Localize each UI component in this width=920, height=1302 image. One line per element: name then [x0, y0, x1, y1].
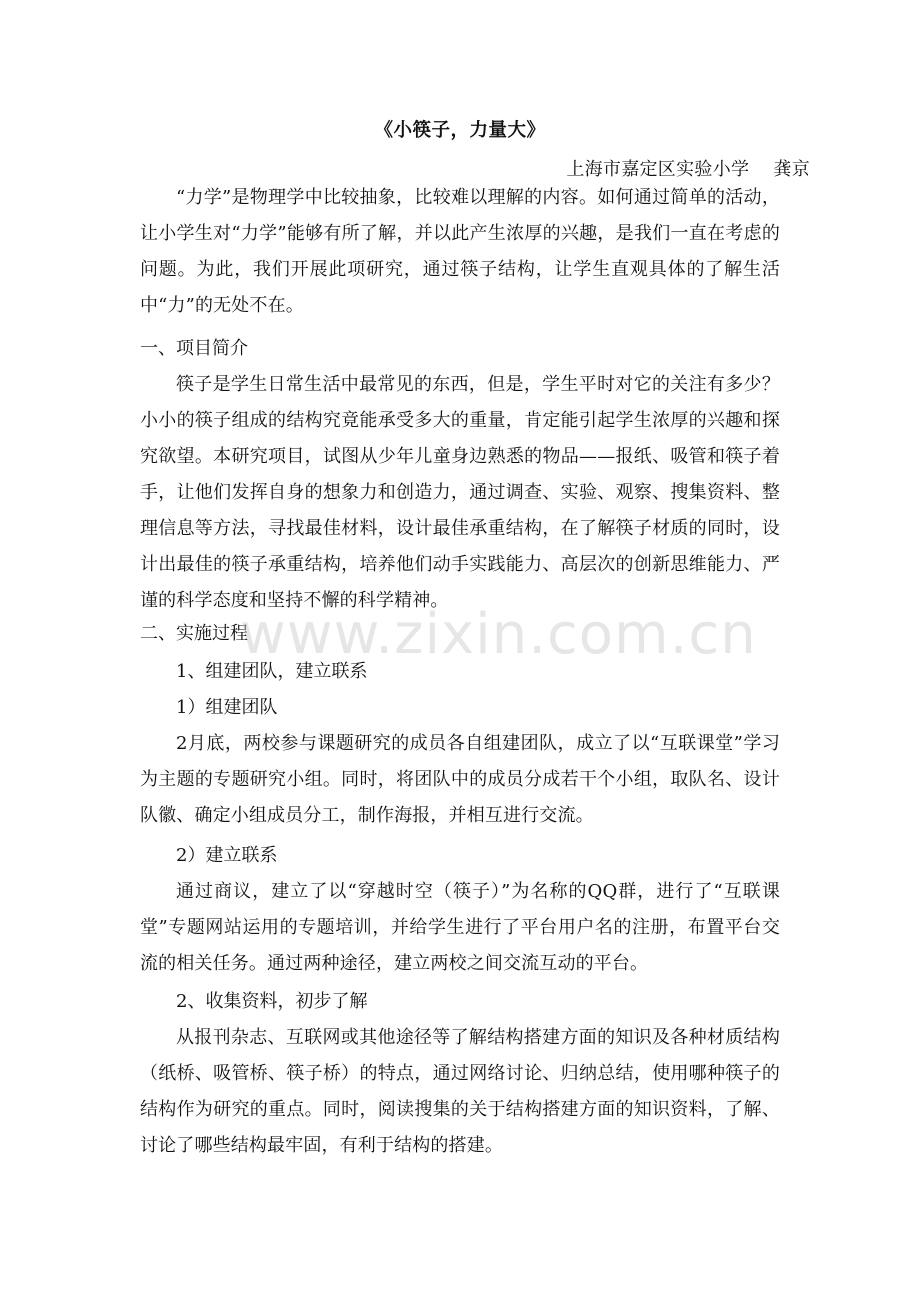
section1-paragraph: 筷子是学生日常生活中最常见的东西，但是，学生平时对它的关注有多少？小小的筷子组成的结构究竟能承受多大的重量，肯定能引起学生浓厚的兴趣和探究欲望。本研究项目，试图从少年儿童身边熟悉的物品——报纸、吸管和筷子着手，让他们发挥自身的想象力和创造力，通过调查、实验、观察、搜集资料、整理信息等方法，寻找最佳材料，设计最佳承重结构，在了解筷子材质的同时，设计出最佳的筷子承重结构，培养他们动手实践能力、高层次的创新思维能力、严谨的科学态度和坚持不懈的科学精神。	[140, 374, 780, 611]
subsection1b-heading: 2）建立联系	[176, 845, 278, 866]
document-title: 《小筷子，力量大》	[374, 120, 546, 141]
subsection2-heading: 2、收集资料，初步了解	[176, 991, 368, 1012]
intro-paragraph: “力学”是物理学中比较抽象，比较难以理解的内容。如何通过简单的活动，让小学生对“力学”能够有所了解，并以此产生浓厚的兴趣，是我们一直在考虑的问题。为此，我们开展此项研究，通过筷子结构，让学生直观具体的了解生活中“力”的无处不在。	[140, 187, 780, 316]
subsection1b-paragraph: 通过商议，建立了以“穿越时空（筷子）”为名称的QQ群，进行了“互联课堂”专题网站运用的专题培训，并给学生进行了平台用户名的注册，布置平台交流的相关任务。通过两种途径，建立两校之间交流互动的平台。	[140, 881, 780, 974]
watermark: www.zixin.com.cn	[240, 602, 757, 667]
subsection2-paragraph: 从报刊杂志、互联网或其他途径等了解结构搭建方面的知识及各种材质结构（纸桥、吸管桥、筷子桥）的特点，通过网络讨论、归纳总结，使用哪种筷子的结构作为研究的重点。同时，阅读搜集的关于结构搭建方面的知识资料，了解、讨论了哪些结构最牢固，有利于结构的搭建。	[140, 1027, 780, 1156]
section1-heading: 一、项目简介	[140, 338, 248, 359]
section2-heading: 二、实施过程	[140, 623, 248, 644]
author-line: 上海市嘉定区实验小学 龚京	[566, 159, 810, 180]
subsection1a-heading: 1）组建团队	[176, 697, 278, 718]
subsection1-heading: 1、组建团队，建立联系	[176, 661, 368, 682]
subsection1a-paragraph: 2月底，两校参与课题研究的成员各自组建团队，成立了以“互联课堂”学习为主题的专题研究小组。同时，将团队中的成员分成若干个小组，取队名、设计队徽、确定小组成员分工，制作海报，并相互进行交流。	[140, 733, 780, 826]
